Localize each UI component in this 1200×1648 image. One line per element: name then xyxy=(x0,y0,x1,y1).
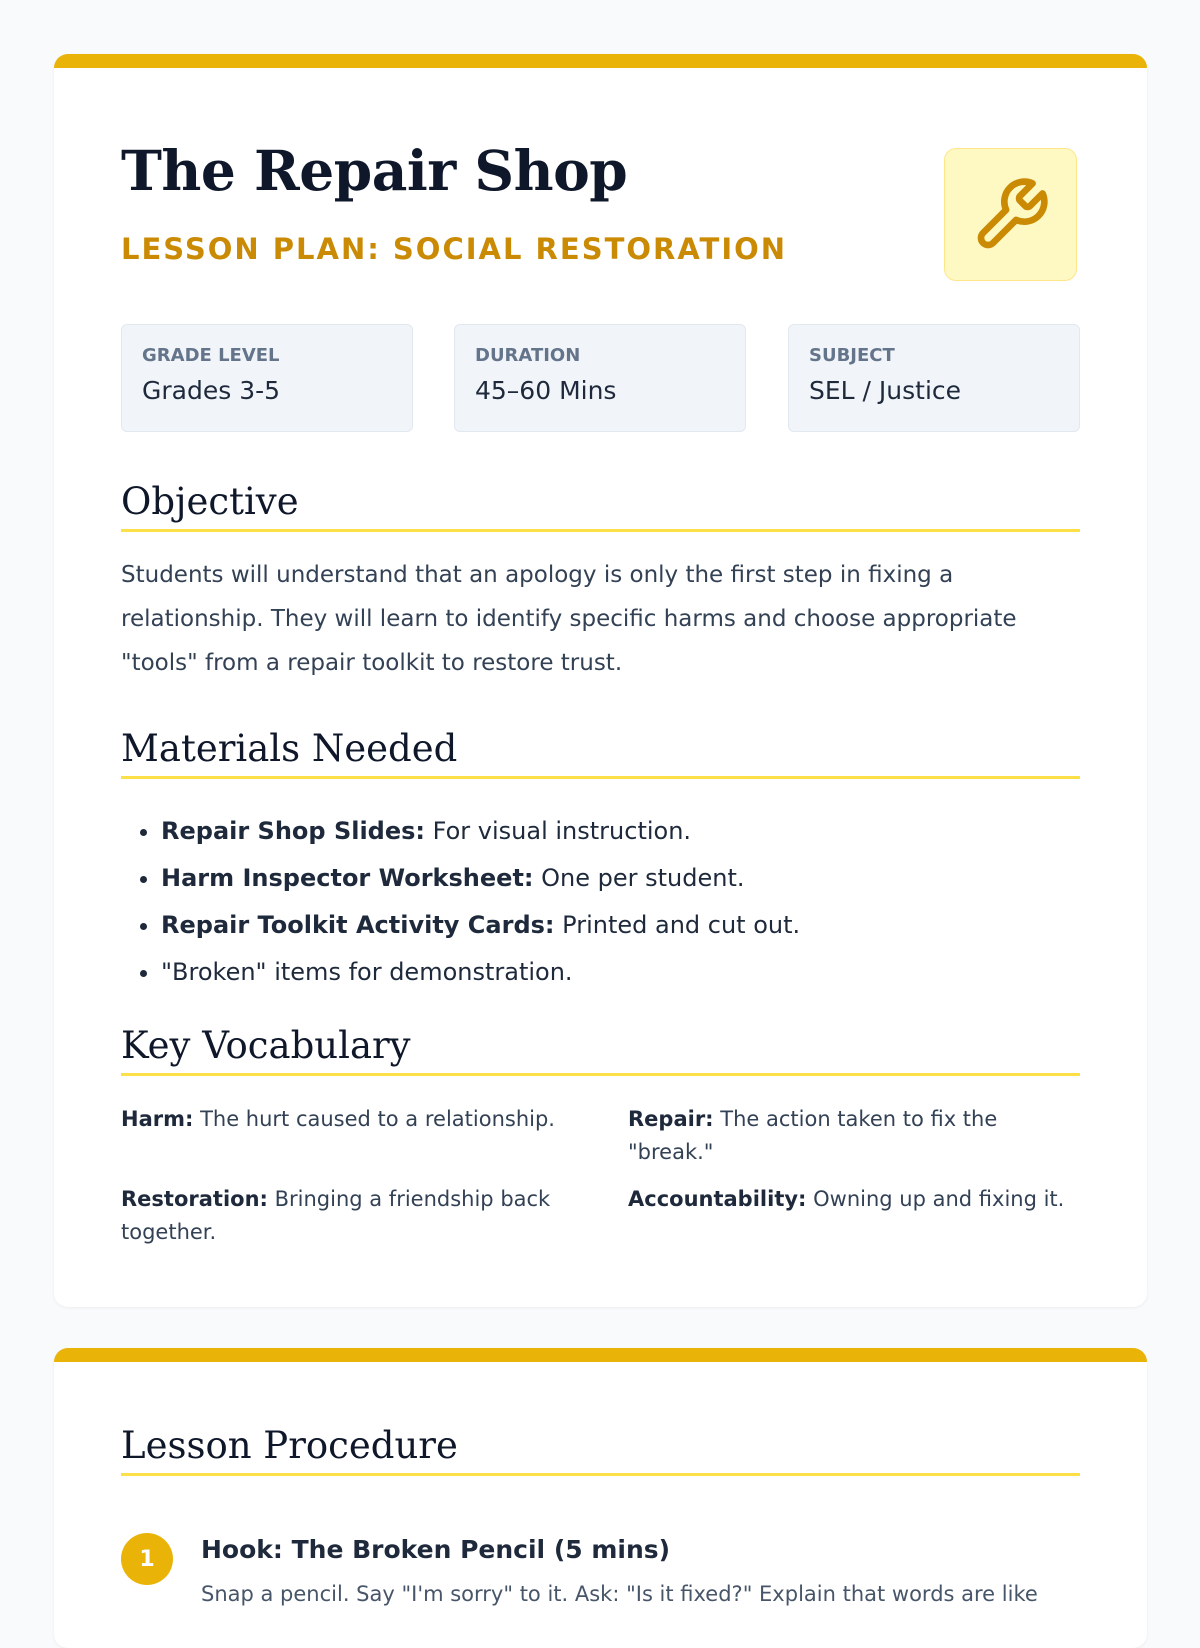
list-item: • Harm Inspector Worksheet: One per student. xyxy=(161,855,1120,902)
materials-heading: Materials Needed xyxy=(121,727,1080,779)
materials-list xyxy=(121,808,1120,996)
list-item: • "Broken" items for demonstration. xyxy=(161,949,1120,996)
meta-value: 45–60 Mins xyxy=(475,376,617,405)
vocabulary-heading: Key Vocabulary xyxy=(121,1024,1080,1076)
meta-label: SUBJECT xyxy=(809,345,895,366)
wrench-icon xyxy=(944,148,1077,281)
step-number-badge: 1 xyxy=(121,1533,173,1585)
lesson-procedure-card xyxy=(54,1348,1147,1648)
meta-value: Grades 3-5 xyxy=(142,376,281,405)
meta-subject xyxy=(788,324,1080,432)
step-title: Hook: The Broken Pencil (5 mins) xyxy=(201,1535,671,1564)
lesson-overview-card xyxy=(54,54,1147,1307)
list-item: • Repair Shop Slides: For visual instruction. xyxy=(161,808,1120,855)
objective-text: Students will understand that an apology is only the first step in fixing a relationship. They will learn to identify specific harms and choose appropriate "tools" from a repair toolkit to restore trust. xyxy=(121,562,1017,676)
meta-label: GRADE LEVEL xyxy=(142,345,280,366)
meta-duration xyxy=(454,324,746,432)
objective-heading: Objective xyxy=(121,480,1080,532)
meta-value: SEL / Justice xyxy=(809,376,962,405)
meta-label: DURATION xyxy=(475,345,581,366)
page-title: The Repair Shop xyxy=(121,138,628,203)
meta-grade-level xyxy=(121,324,413,432)
procedure-heading: Lesson Procedure xyxy=(121,1424,1080,1476)
vocab-item-repair: Repair: The action taken to fix the "break." xyxy=(628,1107,998,1164)
vocab-item-harm: Harm: The hurt caused to a relationship. xyxy=(121,1107,555,1131)
page-subtitle: LESSON PLAN: SOCIAL RESTORATION xyxy=(121,232,788,266)
vocab-item-restoration: Restoration: Bringing a friendship back together. xyxy=(121,1187,551,1244)
list-item: • Repair Toolkit Activity Cards: Printed and cut out. xyxy=(161,902,1120,949)
step-description: Snap a pencil. Say "I'm sorry" to it. Ask: "Is it fixed?" Explain that words are like xyxy=(201,1582,1038,1606)
vocab-item-accountability: Accountability: Owning up and fixing it. xyxy=(628,1187,1065,1211)
